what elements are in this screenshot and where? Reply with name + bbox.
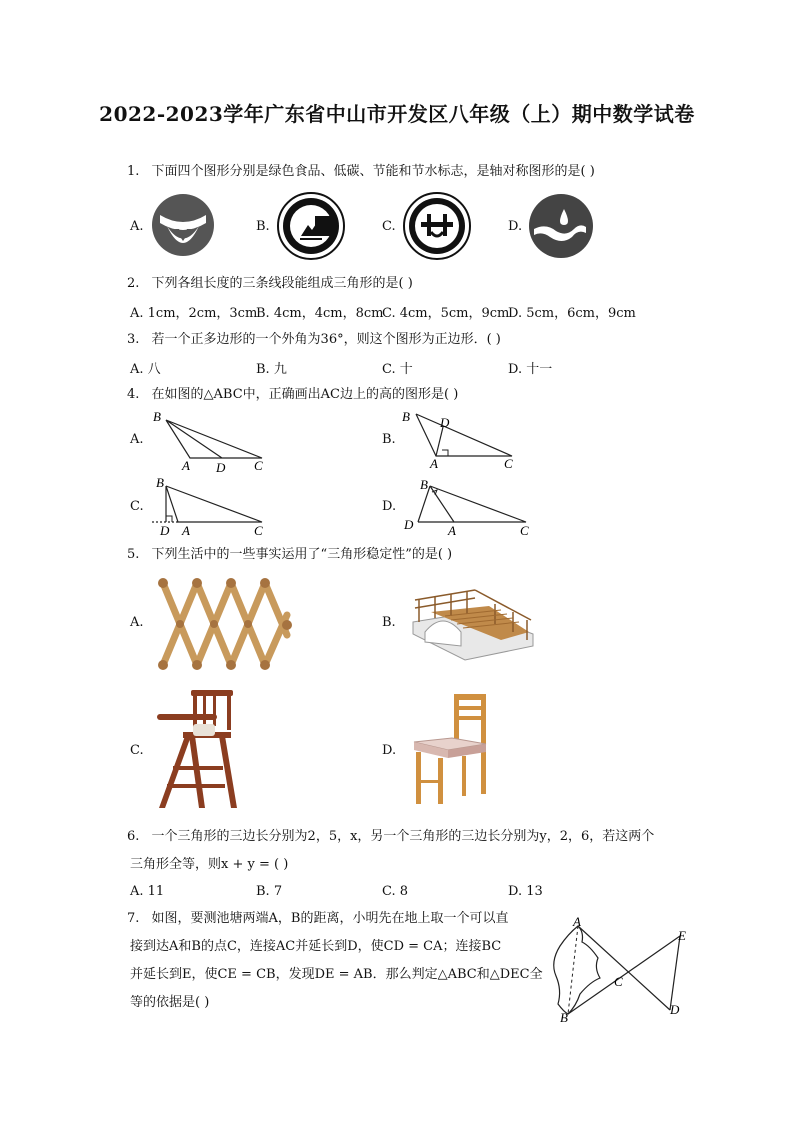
q2-option-d[interactable]: D. 5cm，6cm，9cm	[508, 306, 636, 321]
question-text: 若一个正多边形的一个外角为36°，则这个图形为正边形．( )	[151, 332, 501, 347]
label-b: B	[402, 409, 410, 424]
label-a: A	[448, 523, 456, 538]
label-d: D	[404, 517, 414, 532]
label-b: B	[420, 477, 428, 492]
wooden-chair-image	[410, 692, 490, 810]
question-number: 5.	[127, 547, 140, 562]
high-chair-image	[155, 688, 241, 816]
q4-figure-a	[148, 408, 278, 478]
question-number: 6.	[127, 829, 140, 844]
arched-bridge-image	[405, 582, 537, 666]
label-b: B	[153, 409, 161, 424]
label-d: D	[216, 460, 226, 474]
q4-option-d[interactable]: D.	[382, 499, 397, 514]
label-e: E	[678, 928, 686, 943]
q1-option-b[interactable]: B.	[256, 219, 270, 234]
label-d: D	[160, 523, 170, 538]
question-number: 3.	[127, 332, 140, 347]
question-text: 一个三角形的三边长分别为2，5，x，另一个三角形的三边长分别为y，2，6，若这两个	[151, 829, 655, 844]
question-number: 4.	[127, 387, 140, 402]
q4-figure-d	[398, 476, 538, 544]
q3-option-c[interactable]: C. 十	[382, 362, 413, 377]
q6-option-c[interactable]: C. 8	[382, 884, 409, 899]
q6-option-b[interactable]: B. 7	[256, 884, 283, 899]
q6-option-a[interactable]: A. 11	[130, 884, 165, 899]
label-b: B	[156, 476, 164, 490]
question-3	[127, 331, 501, 349]
question-number: 2.	[127, 276, 140, 291]
question-4	[127, 386, 458, 404]
q3-option-b[interactable]: B. 九	[256, 362, 287, 377]
label-d: D	[440, 415, 450, 430]
q2-option-b[interactable]: B. 4cm，4cm，8cm	[256, 306, 384, 321]
question-text: 下列生活中的一些事实运用了“三角形稳定性”的是( )	[151, 547, 453, 562]
question-number: 7.	[127, 911, 140, 926]
q3-option-d[interactable]: D. 十一	[508, 362, 553, 377]
low-carbon-logo-icon	[277, 192, 345, 264]
q5-option-c[interactable]: C.	[130, 743, 144, 758]
q4-figure-b	[398, 406, 528, 476]
q1-option-c[interactable]: C.	[382, 219, 396, 234]
label-c: C	[254, 458, 263, 473]
q6-option-d[interactable]: D. 13	[508, 884, 543, 899]
q5-option-a[interactable]: A.	[130, 615, 144, 630]
energy-saving-logo-icon	[403, 192, 471, 264]
label-c: C	[520, 523, 529, 538]
q4-option-b[interactable]: B.	[382, 432, 396, 447]
q1-option-a[interactable]: A.	[130, 219, 144, 234]
green-food-logo-icon	[151, 193, 215, 261]
question-text: 下列各组长度的三条线段能组成三角形的是( )	[151, 276, 413, 291]
question-text: 在如图的△ABC中，正确画出AC边上的高的图形是( )	[151, 387, 459, 402]
question-2	[127, 275, 413, 293]
question-text: 下面四个图形分别是绿色食品、低碳、节能和节水标志，是轴对称图形的是( )	[151, 164, 595, 179]
label-c: C	[254, 523, 263, 538]
question-text-line3: 并延长到E，使CE = CB，发现DE = AB．那么判定△ABC和△DEC全	[130, 967, 543, 982]
question-6-line2: 三角形全等，则x + y = ( )	[130, 857, 289, 872]
label-c: C	[504, 456, 513, 471]
q4-figure-c	[148, 476, 278, 544]
folding-rack-image	[155, 575, 295, 677]
question-6	[127, 828, 654, 846]
q2-option-a[interactable]: A. 1cm，2cm，3cm	[130, 306, 258, 321]
q2-option-c[interactable]: C. 4cm，5cm，9cm	[382, 306, 510, 321]
label-a: A	[573, 916, 581, 929]
question-number: 1.	[127, 164, 140, 179]
question-1	[127, 163, 595, 181]
water-saving-logo-icon	[528, 193, 594, 263]
question-text-line1: 如图，要测池塘两端A，B的距离，小明先在地上取一个可以直	[151, 911, 509, 926]
q7-pond-figure	[546, 916, 696, 1028]
q5-option-b[interactable]: B.	[382, 615, 396, 630]
label-c: C	[614, 974, 623, 989]
label-b: B	[560, 1010, 568, 1024]
page-title: 2022-2023学年广东省中山市开发区八年级（上）期中数学试卷	[99, 102, 695, 126]
q1-option-d[interactable]: D.	[508, 219, 523, 234]
q5-option-d[interactable]: D.	[382, 743, 397, 758]
question-text-line4: 等的依据是( )	[130, 995, 210, 1010]
question-text-line2: 接到达A和B的点C，连接AC并延长到D，使CD = CA；连接BC	[130, 939, 502, 954]
q3-option-a[interactable]: A. 八	[130, 362, 161, 377]
question-5	[127, 546, 452, 564]
q4-option-c[interactable]: C.	[130, 499, 144, 514]
label-d: D	[670, 1002, 680, 1017]
label-a: A	[182, 523, 190, 538]
q4-option-a[interactable]: A.	[130, 432, 144, 447]
question-7	[127, 910, 509, 928]
label-a: A	[182, 458, 190, 473]
label-a: A	[430, 456, 438, 471]
